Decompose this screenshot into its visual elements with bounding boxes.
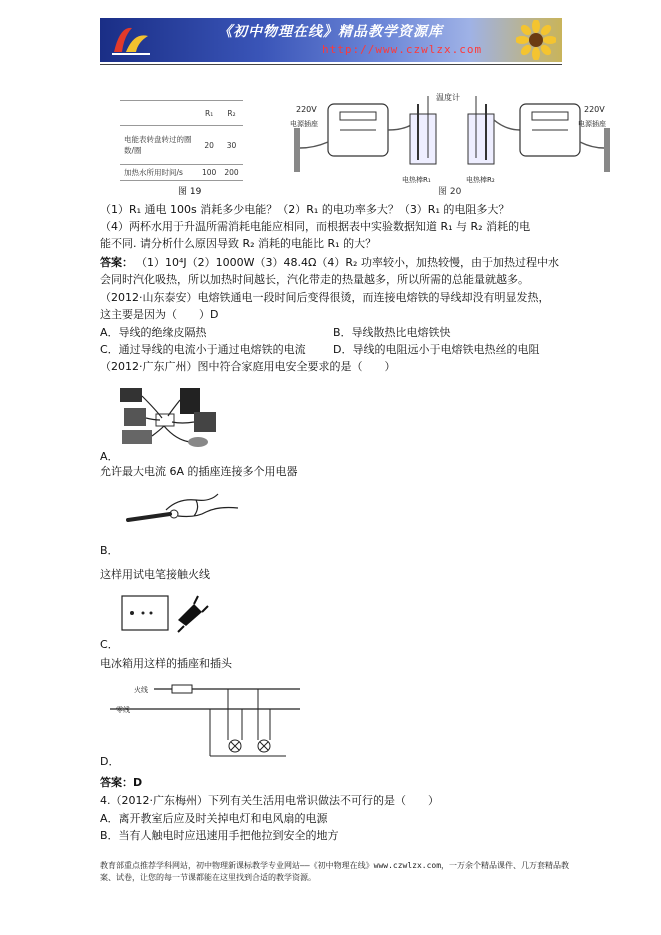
question-line-1: （1）R₁ 通电 100s 消耗多少电能？（2）R₁ 的电功率多大？（3）R₁ 的电阻多大？: [100, 203, 510, 216]
q3-option-b-text: 这样用试电笔接触火线: [100, 568, 210, 581]
row2-r1: 100: [198, 165, 220, 181]
plug-body: [178, 604, 202, 626]
banner-url[interactable]: http://www.czwlzx.com: [322, 43, 483, 56]
socket-hole-2: [142, 612, 145, 615]
kettle-appliance: [188, 437, 208, 447]
figure-20-caption: 图 20: [438, 187, 462, 197]
socket-hole-1: [130, 611, 134, 615]
option-b-image: [126, 486, 240, 534]
radio-appliance: [120, 388, 142, 402]
heater1-label: 电热棒R₁: [402, 176, 431, 184]
col-r2: R₂: [220, 101, 242, 126]
fridge-appliance: [194, 412, 216, 432]
logo-icon: [110, 22, 152, 58]
option-c-image: [120, 592, 212, 634]
q3-option-d-letter: D．: [100, 755, 120, 768]
page-footer: 教育部重点推荐学科网站，初中物理新课标教学专业网站——《初中物理在线》www.czwlzx.com，一万余个精品课件、几万套精品教案、试卷，让您的每一节课都能在这里找到合适的教学资源。: [100, 861, 570, 882]
q3-stem: （2012·广东广州）图中符合家庭用电安全要求的是（ ）: [100, 360, 396, 373]
tv-appliance: [124, 408, 146, 426]
question-line-3: 能不同. 请分析什么原因导致 R₂ 消耗的电能比 R₁ 的大？: [100, 237, 377, 250]
neutral-wire-label: 零线: [116, 706, 130, 714]
right-wall: [604, 128, 610, 172]
q2-option-c: C．通过导线的电流小于通过电熔铁的电流: [100, 343, 306, 356]
q2-line-2: 这主要是因为（ ）D: [100, 308, 219, 321]
q2-option-a: A．导线的绝缘皮隔热: [100, 326, 207, 339]
option-a-image: [116, 380, 222, 450]
socket-left: 电源插座: [290, 120, 318, 128]
q3-option-a-letter: A．: [100, 450, 119, 463]
figure-19-table: [120, 100, 243, 181]
answer-label: 答案：: [100, 256, 133, 269]
speaker-appliance: [180, 388, 200, 414]
beaker-left: [410, 114, 436, 164]
row1-label: 电能表转盘转过的圈数/圈: [120, 126, 198, 165]
col-r1: R₁: [198, 101, 220, 126]
socket-hole-3: [150, 612, 153, 615]
voltage-left: 220V: [296, 105, 317, 114]
wire-right-a: [494, 120, 520, 130]
header-divider: [100, 64, 562, 65]
computer-appliance: [122, 430, 152, 444]
wire-left-a: [300, 142, 328, 148]
q3-option-c-letter: C．: [100, 638, 119, 651]
q2-option-d: D．导线的电阻远小于电熔铁电热丝的电阻: [333, 343, 540, 356]
option-d-circuit: [110, 680, 310, 760]
figure-20-apparatus: [288, 90, 614, 198]
q2-option-b: B．导线散热比电熔铁快: [333, 326, 451, 339]
answer-line-1: （1）10⁴J（2）1000W（3）48.4Ω（4）R₂ 功率较小，加热较慢，由于加热过程中水: [136, 256, 559, 269]
question-line-2: （4）两杯水用于升温所需消耗电能应相同，而根据表中实验数据知道 R₁ 与 R₂ 消耗的电: [100, 220, 531, 233]
wire-right-b: [580, 142, 604, 148]
meter-display-right: [532, 112, 568, 120]
live-wire-label: 火线: [134, 686, 148, 694]
figure-19-caption: 图 19: [178, 187, 202, 197]
hand-outline: [166, 494, 238, 517]
answer-2: 答案：D: [100, 776, 143, 789]
q3-option-c-text: 电冰箱用这样的插座和插头: [100, 657, 232, 670]
test-pen: [128, 514, 170, 520]
q2-line-1: （2012·山东泰安）电熔铁通电一段时间后变得很烫，而连接电熔铁的导线却没有明显发热，: [100, 291, 550, 304]
fuse-icon: [172, 685, 192, 693]
sunflower-icon: [516, 20, 556, 60]
meter-display-left: [340, 112, 376, 120]
q3-option-b-letter: B．: [100, 544, 119, 557]
q4-option-b: B．当有人触电时应迅速用手把他拉到安全的地方: [100, 829, 339, 842]
banner-title: 《初中物理在线》精品教学资源库: [218, 24, 443, 40]
q4-option-a: A．离开教室后应及时关掉电灯和电风扇的电源: [100, 812, 328, 825]
heater2-label: 电热棒R₂: [466, 176, 495, 184]
answer-line-2: 会同时汽化吸热，所以加热时间越长，汽化带走的热量越多，所以所需的总能量就越多。: [100, 273, 529, 286]
q3-option-a-text: 允许最大电流 6A 的插座连接多个用电器: [100, 465, 298, 478]
row2-r2: 200: [220, 165, 242, 181]
row1-r1: 20: [198, 126, 220, 165]
header-banner: [100, 18, 562, 62]
socket-outline: [122, 596, 168, 630]
row2-label: 加热水所用时间/s: [120, 165, 198, 181]
voltage-right: 220V: [584, 105, 605, 114]
left-wall: [294, 128, 300, 172]
beaker-right: [468, 114, 494, 164]
row1-r2: 30: [220, 126, 242, 165]
q4-stem: 4.（2012·广东梅州）下列有关生活用电常识做法不可行的是（ ）: [100, 794, 439, 807]
thermometer-label: 温度计: [436, 93, 460, 102]
socket-right: 电源插座: [578, 120, 606, 128]
